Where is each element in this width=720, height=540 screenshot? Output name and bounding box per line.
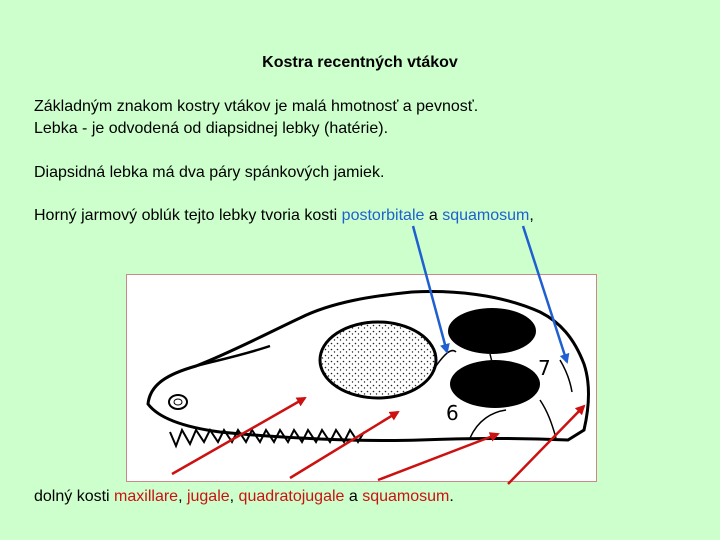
upper-arch-text: Horný jarmový oblúk tejto lebky tvoria kosti: [34, 207, 342, 224]
bone-quadratojugale: quadratojugale: [238, 488, 345, 505]
intro-line-2: Lebka - je odvodená od diapsidnej lebky (hatérie).: [34, 120, 389, 137]
arrow-squamosum-lower: [508, 406, 584, 484]
intro-line-1: Základným znakom kostry vtákov je malá hmotnosť a pevnosť.: [34, 98, 479, 115]
suture-line-5: [560, 360, 572, 392]
lower-arch-conjunction: a: [344, 488, 363, 505]
lower-arch-sep-1: ,: [178, 488, 187, 505]
lower-arch-period: .: [449, 488, 454, 505]
suture-line-1: [436, 351, 456, 366]
bone-postorbitale: postorbitale: [341, 207, 425, 224]
suture-line-3: [470, 410, 506, 438]
page-title: Kostra recentných vtákov: [262, 54, 458, 71]
label-lower-arch: 6: [446, 401, 459, 425]
lower-arch-sep-2: ,: [229, 488, 239, 505]
lower-temporal-fenestra: [450, 360, 540, 408]
label-upper-arch: 7: [538, 356, 551, 380]
teeth-row: [170, 430, 364, 446]
arrow-jugale: [290, 412, 398, 478]
bone-squamosum-lower: squamosum: [362, 488, 450, 505]
bone-squamosum-upper: squamosum: [442, 207, 530, 224]
upper-arch-conjunction: a: [424, 207, 443, 224]
suture-line-4: [540, 400, 556, 438]
upper-temporal-fenestra: [448, 308, 536, 354]
lower-arch-text: dolný kosti: [34, 488, 115, 505]
bone-jugale: jugale: [186, 488, 230, 505]
upper-arch-comma: ,: [529, 207, 534, 224]
orbit: [320, 322, 436, 398]
diapsid-statement: Diapsidná lebka má dva páry spánkových jamiek.: [34, 164, 385, 181]
bone-maxillare: maxillare: [114, 488, 179, 505]
